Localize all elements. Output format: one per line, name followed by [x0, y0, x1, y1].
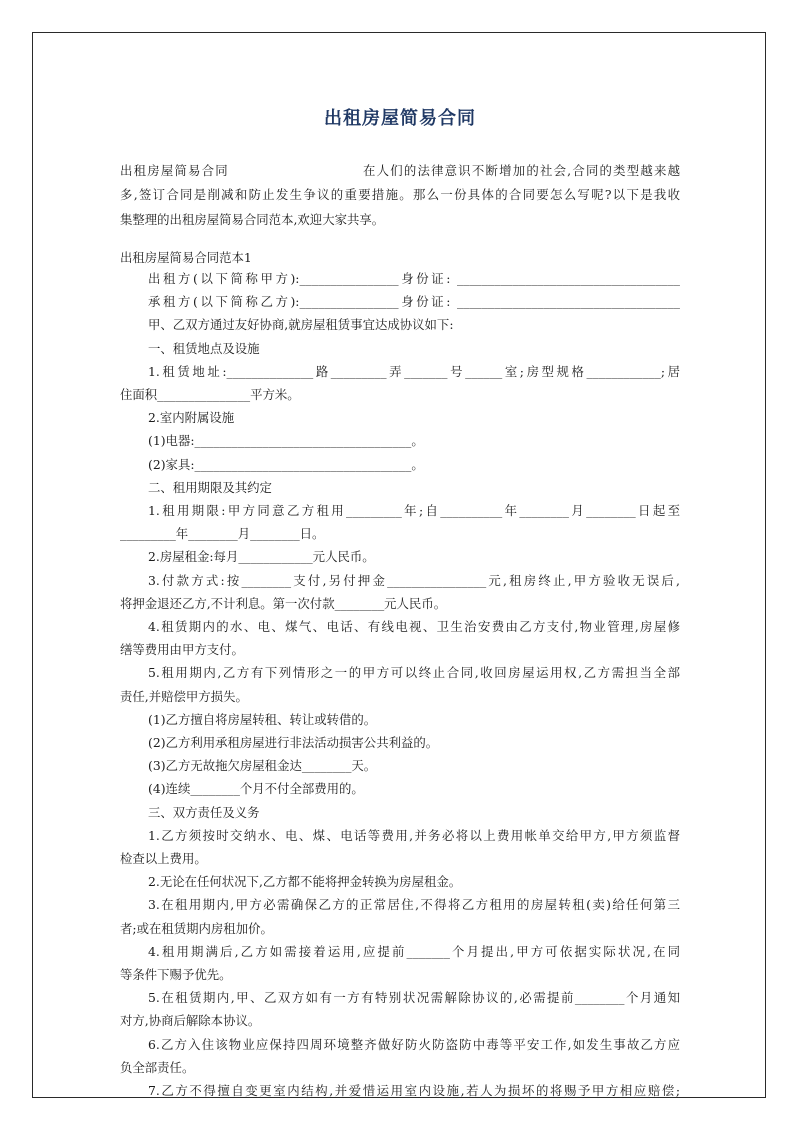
text-line: 7.乙方不得擅自变更室内结构,并爱惜运用室内设施,若人为损坏的将赐予甲方相应赔偿;	[148, 1083, 680, 1098]
text-line: 将押金退还乙方,不计利息。第一次付款________元人民币。	[120, 596, 447, 611]
text-line: 2.房屋租金:每月____________元人民币。	[148, 549, 375, 564]
text-line: 出租方(以下简称甲方):________________身份证: ____________________________________	[148, 271, 680, 286]
text-line: 甲、乙双方通过友好协商,就房屋租赁事宜达成协议如下:	[148, 317, 454, 332]
text-line: 集整理的出租房屋简易合同范本,欢迎大家共享。	[120, 212, 385, 227]
text-line: 住面积_______________平方米。	[120, 387, 300, 402]
text-line: _________年________月________日。	[120, 526, 325, 541]
text-line: 责任,并赔偿甲方损失。	[120, 689, 248, 704]
text-line: 1.租用期限:甲方同意乙方租用_________年;自__________年________月________日起至	[148, 503, 680, 518]
text-line: 4.租赁期内的水、电、煤气、电话、有线电视、卫生治安费由乙方支付,物业管理,房屋修	[148, 619, 680, 634]
text-line: 多,签订合同是削减和防止发生争议的重要措施。那么一份具体的合同要怎么写呢?以下是我收	[120, 187, 680, 202]
text-line: 承租方(以下简称乙方):________________身份证: ____________________________________	[148, 294, 680, 309]
text-line: (1)乙方擅自将房屋转租、转让或转借的。	[148, 712, 377, 727]
text-line: 1.乙方须按时交纳水、电、煤、电话等费用,并务必将以上费用帐单交给甲方,甲方须监督	[148, 828, 680, 843]
text-line: 二、租用期限及其约定	[148, 480, 272, 495]
text-line: 2.室内附属设施	[148, 410, 235, 425]
text-line: (2)家具:___________________________________。	[148, 457, 424, 472]
text-line: 检查以上费用。	[120, 851, 207, 866]
text-line: 对方,协商后解除本协议。	[120, 1013, 261, 1028]
text-line: 出租房屋简易合同 在人们的法律意识不断增加的社会,合同的类型越来越	[120, 163, 680, 178]
text-line: 缮等费用由甲方支付。	[120, 642, 244, 657]
text-line: 3.付款方式:按________支付,另付押金________________元,租房终止,甲方验收无误后,	[148, 573, 680, 588]
text-line: 5.在租赁期内,甲、乙双方如有一方有特别状况需解除协议的,必需提前________个月通知	[148, 990, 680, 1005]
text-line: 等条件下赐予优先。	[120, 967, 232, 982]
text-line: 三、双方责任及义务	[148, 805, 260, 820]
text-line: 1.租赁地址:______________路_________弄_______号______室;房型规格____________;居	[148, 364, 680, 379]
text-line: (1)电器:___________________________________。	[148, 433, 424, 448]
section-heading: 出租房屋简易合同范本1	[120, 250, 252, 265]
text-line: 4.租用期满后,乙方如需接着运用,应提前_______个月提出,甲方可依据实际状况,在同	[148, 944, 680, 959]
text-line: 3.在租用期内,甲方必需确保乙方的正常居住,不得将乙方租用的房屋转租(卖)给任何第三	[148, 897, 680, 912]
text-line: 2.无论在任何状况下,乙方都不能将押金转换为房屋租金。	[148, 874, 462, 889]
text-line: 负全部责任。	[120, 1060, 195, 1075]
text-line: 者;或在租赁期内房租加价。	[120, 921, 273, 936]
text-line: 一、租赁地点及设施	[148, 341, 260, 356]
text-line: 6.乙方入住该物业应保持四周环境整齐做好防火防盗防中毒等平安工作,如发生事故乙方应	[148, 1037, 680, 1052]
text-line: (4)连续________个月不付全部费用的。	[148, 781, 364, 796]
text-line: 5.租用期内,乙方有下列情形之一的甲方可以终止合同,收回房屋运用权,乙方需担当全部	[148, 665, 680, 680]
text-line: (2)乙方利用承租房屋进行非法活动损害公共利益的。	[148, 735, 439, 750]
document-title: 出租房屋简易合同	[324, 108, 476, 129]
text-line: (3)乙方无故拖欠房屋租金达________天。	[148, 758, 377, 773]
